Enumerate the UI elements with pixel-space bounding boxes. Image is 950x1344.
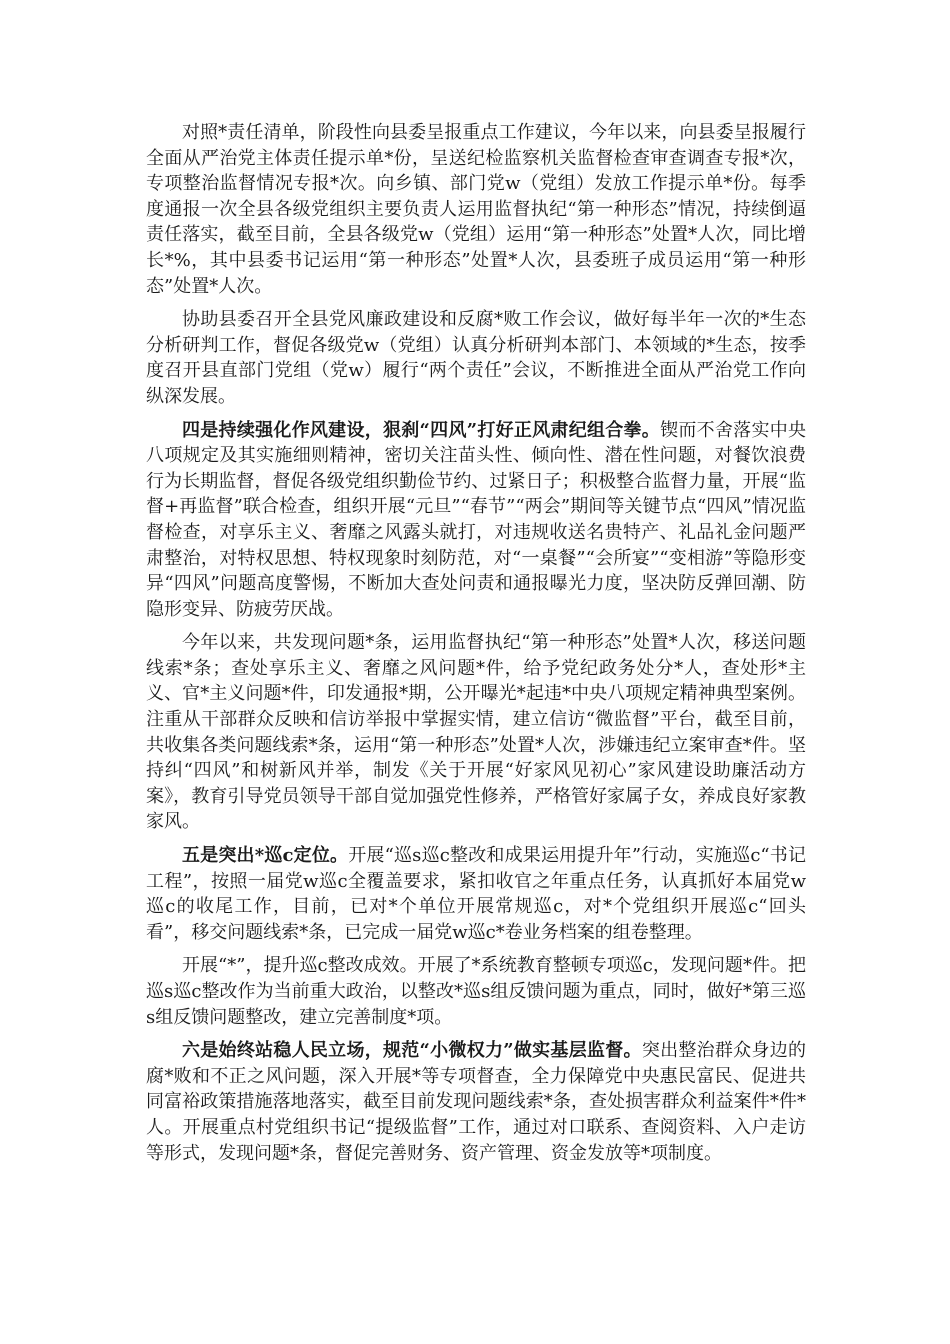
paragraph-text: 锲而不舍落实中央八项规定及其实施细则精神，密切关注苗头性、倾向性、潜在性问题，对餐饮浪费行为长期监督，督促各级党组织勤俭节约、过紧日子；积极整合监督力量，开展“监督+再监督”联合检查，组织开展“元旦”“春节”“两会”期间等关键节点“四风”情况监督检查，对享乐主义、奢靡之风露头就打，对违规收送名贵特产、礼品礼金问题严肃整治，对特权思想、特权现象时刻防范，对“一桌餐”“会所宴”“变相游”等隐形变异“四风”问题高度警惕，不断加大查处问责和通报曝光力度，坚决防反弹回潮、防隐形变异、防疲劳厌战。 [146, 419, 806, 620]
document-body [146, 120, 806, 1174]
paragraph-section-five [146, 843, 806, 945]
paragraph-text: 开展“巡s巡c整改和成果运用提升年”行动，实施巡c“书记工程”，按照一届党w巡c全覆盖要求，紧扣收官之年重点任务，认真抓好本届党w巡c的收尾工作，目前，已对*个单位开展常规巡c，对*个党组织开展巡c“回头看”，移交问题线索*条，已完成一届党w巡c*卷业务档案的组卷整理。 [146, 845, 806, 943]
section-heading-four: 四是持续强化作风建设，狠刹“四风”打好正风肃纪组合拳。 [182, 419, 661, 441]
paragraph-inspection-rectification [146, 953, 806, 1030]
paragraph-section-four [146, 418, 806, 623]
section-heading-five: 五是突出*巡c定位。 [182, 845, 349, 867]
paragraph-text: 协助县委召开全县党风廉政建设和反腐*败工作会议，做好每半年一次的*生态分析研判工作，督促各级党w（党组）认真分析研判本部门、本领域的*生态，按季度召开县直部门党组（党w）履行“两个责任”会议，不断推进全面从严治党工作向纵深发展。 [146, 309, 806, 407]
paragraph-text: 今年以来，共发现问题*条，运用监督执纪“第一种形态”处置*人次，移送问题线索*条；查处享乐主义、奢靡之风问题*件，给予党纪政务处分*人，查处形*主义、官*主义问题*件，印发通报*期，公开曝光*起违*中央八项规定精神典型案例。注重从干部群众反映和信访举报中掌握实情，建立信访“微监督”平台，截至目前，共收集各类问题线索*条，运用“第一种形态”处置*人次，涉嫌违纪立案审查*件。坚持纠“四风”和树新风并举，制发《关于开展“好家风见初心”家风建设助廉活动方案》，教育引导党员领导干部自觉加强党性修养，严格管好家属子女，养成良好家教家风。 [146, 632, 806, 833]
paragraph-section-six [146, 1038, 806, 1166]
paragraph-responsibility-list [146, 120, 806, 299]
paragraph-anti-corruption-meeting [146, 307, 806, 409]
paragraph-text: 开展“*”，提升巡c整改成效。开展了*系统教育整顿专项巡c，发现问题*件。把巡s巡c整改作为当前重大政治，以整改*巡s组反馈问题为重点，同时，做好*第三巡s组反馈问题整改，建立完善制度*项。 [146, 955, 806, 1028]
paragraph-text: 对照*责任清单，阶段性向县委呈报重点工作建议，今年以来，向县委呈报履行全面从严治党主体责任提示单*份，呈送纪检监察机关监督检查审查调查专报*次，专项整治监督情况专报*次。向乡镇、部门党w（党组）发放工作提示单*份。每季度通报一次全县各级党组织主要负责人运用监督执纪“第一种形态”情况，持续倒逼责任落实，截至目前，全县各级党w（党组）运用“第一种形态”处置*人次，同比增长*%，其中县委书记运用“第一种形态”处置*人次，县委班子成员运用“第一种形态”处置*人次。 [146, 122, 806, 297]
section-heading-six: 六是始终站稳人民立场，规范“小微权力”做实基层监督。 [182, 1040, 642, 1062]
paragraph-text: 突出整治群众身边的腐*败和不正之风问题，深入开展*等专项督查，全力保障党中央惠民富民、促进共同富裕政策措施落地落实，截至目前发现问题线索*条，查处损害群众利益案件*件*人。开展重点村党组织书记“提级监督”工作，通过对口联系、查阅资料、入户走访等形式，发现问题*条，督促完善财务、资产管理、资金发放等*项制度。 [146, 1040, 806, 1164]
paragraph-problems-found [146, 630, 806, 835]
